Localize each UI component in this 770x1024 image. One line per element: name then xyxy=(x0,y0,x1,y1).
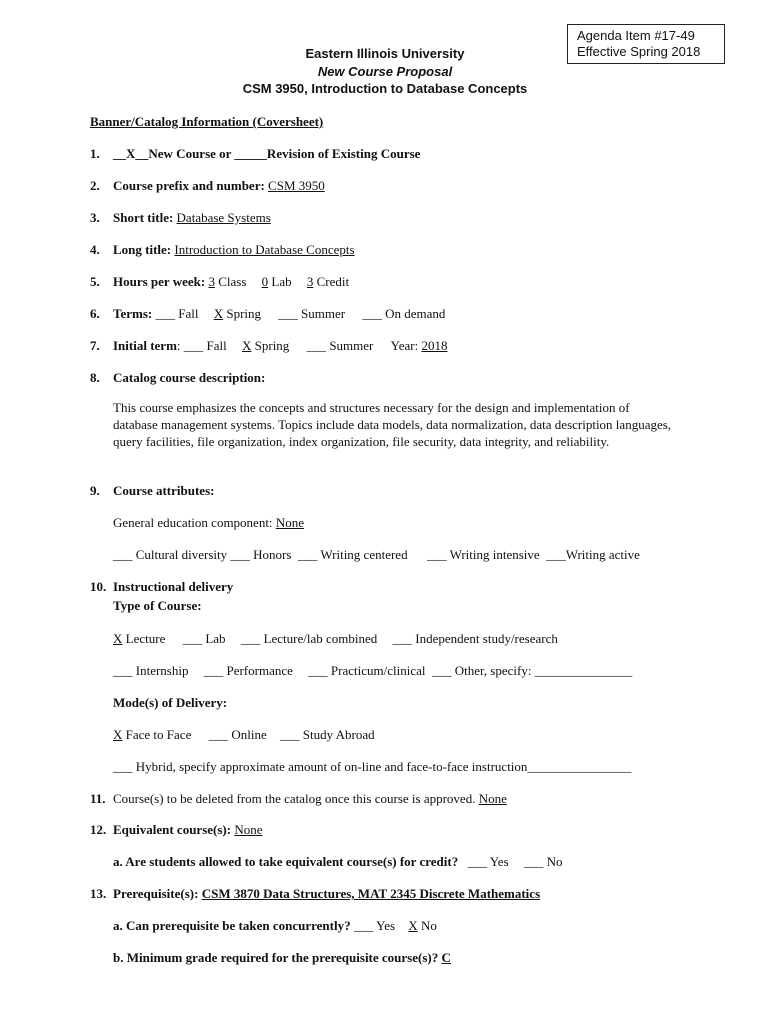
modes-of-delivery-label: Mode(s) of Delivery: xyxy=(113,695,228,710)
item-12-label: Equivalent course(s): xyxy=(113,822,232,837)
section-title: Banner/Catalog Information (Coversheet) xyxy=(90,114,324,129)
item-11-text: Course(s) to be deleted from the catalog once this course is approved. xyxy=(113,791,479,806)
term-summer: ___ Summer xyxy=(278,306,346,321)
study-abroad-option: ___ Study Abroad xyxy=(279,727,375,742)
initial-fall: : ___ Fall xyxy=(176,338,227,353)
delivery-line xyxy=(113,726,375,743)
item-number: 6. xyxy=(90,306,100,321)
type-of-course-label: Type of Course: xyxy=(113,598,202,613)
internship-option: ___ Internship xyxy=(113,663,189,678)
minimum-grade-value: C xyxy=(441,950,451,965)
course-heading: CSM 3950, Introduction to Database Concepts xyxy=(242,81,528,96)
item-2-label: Course prefix and number: xyxy=(113,178,265,193)
term-spring-mark: X xyxy=(213,306,224,321)
item-12a-question: a. Are students allowed to take equivalent course(s) for credit? xyxy=(113,854,459,869)
lab-hours-label: Lab xyxy=(268,274,292,289)
attributes-line: ___ Cultural diversity ___ Honors ___ Writing centered ___ Writing intensive ___Writing active xyxy=(113,547,640,562)
gen-ed-label: General education component: xyxy=(113,515,276,530)
class-hours-label: Class xyxy=(214,274,247,289)
performance-option: ___ Performance xyxy=(203,663,293,678)
item-number: 11. xyxy=(90,791,106,806)
item-number: 1. xyxy=(90,146,100,161)
online-option: ___ Online xyxy=(208,727,267,742)
item-6 xyxy=(90,305,445,322)
item-11 xyxy=(90,790,507,807)
term-fall: ___ Fall xyxy=(155,306,199,321)
agenda-item-number: Agenda Item #17-49 xyxy=(577,28,695,43)
face-to-face-mark: X xyxy=(113,727,123,742)
university-name: Eastern Illinois University xyxy=(305,46,465,61)
course-type-line-1 xyxy=(113,630,558,647)
item-5 xyxy=(90,273,349,290)
item-13-label: Prerequisite(s): xyxy=(113,886,199,901)
class-hours-value: 3 xyxy=(208,274,215,289)
item-13b-question: b. Minimum grade required for the prerequisite course(s)? xyxy=(113,950,439,965)
item-7-label: Initial term xyxy=(113,338,177,353)
equivalent-courses-value: None xyxy=(234,822,263,837)
item-number: 13. xyxy=(90,886,107,901)
item-12 xyxy=(90,821,263,838)
agenda-effective-term: Effective Spring 2018 xyxy=(577,44,701,59)
initial-spring-mark: X xyxy=(242,338,252,353)
course-prefix-value: CSM 3950 xyxy=(268,178,325,193)
lecture-lab-option: ___ Lecture/lab combined xyxy=(240,631,378,646)
initial-year-value: 2018 xyxy=(421,338,448,353)
item-1 xyxy=(90,145,420,162)
item-9 xyxy=(90,482,214,499)
item-12a-no: ___ No xyxy=(523,854,563,869)
item-3 xyxy=(90,209,271,226)
practicum-other-option: ___ Practicum/clinical ___ Other, specify: _______________ xyxy=(308,663,633,678)
lecture-mark: X xyxy=(113,631,123,646)
item-number: 5. xyxy=(90,274,100,289)
gen-ed-value: None xyxy=(275,515,304,530)
lab-hours-value: 0 xyxy=(261,274,269,289)
item-number: 8. xyxy=(90,370,100,385)
item-13 xyxy=(90,885,540,902)
item-6-label: Terms: xyxy=(113,306,153,321)
item-4-label: Long title: xyxy=(113,242,172,257)
credit-hours-label: Credit xyxy=(313,274,350,289)
independent-study-option: ___ Independent study/research xyxy=(392,631,558,646)
item-2 xyxy=(90,177,325,194)
item-13a-no-mark: X xyxy=(408,918,418,933)
item-7 xyxy=(90,337,447,354)
hybrid-line: ___ Hybrid, specify approximate amount of on-line and face-to-face instruction________________ xyxy=(113,759,632,774)
initial-summer: ___ Summer xyxy=(306,338,374,353)
item-13b xyxy=(113,949,451,966)
item-12a-yes: ___ Yes xyxy=(467,854,509,869)
item-number: 4. xyxy=(90,242,100,257)
item-number: 10. xyxy=(90,579,107,594)
item-number: 7. xyxy=(90,338,100,353)
term-on-demand: ___ On demand xyxy=(362,306,446,321)
item-8-label: Catalog course description: xyxy=(113,370,266,385)
item-13a xyxy=(113,917,437,934)
item-13a-no: No xyxy=(417,918,437,933)
gen-ed-line xyxy=(113,514,304,531)
item-number: 3. xyxy=(90,210,100,225)
item-number: 2. xyxy=(90,178,100,193)
item-3-label: Short title: xyxy=(113,210,174,225)
item-10-label: Instructional delivery xyxy=(113,579,234,594)
initial-year-label: Year: xyxy=(390,338,422,353)
credit-hours-value: 3 xyxy=(306,274,314,289)
item-5-label: Hours per week: xyxy=(113,274,206,289)
term-spring: Spring xyxy=(223,306,262,321)
item-13a-question: a. Can prerequisite be taken concurrently? xyxy=(113,918,351,933)
long-title-value: Introduction to Database Concepts xyxy=(174,242,355,257)
item-13a-yes: ___ Yes xyxy=(353,918,396,933)
short-title-value: Database Systems xyxy=(176,210,271,225)
item-8 xyxy=(90,369,265,386)
lab-option: ___ Lab xyxy=(182,631,226,646)
initial-spring: Spring xyxy=(251,338,290,353)
item-12a xyxy=(113,853,563,870)
catalog-description: This course emphasizes the concepts and structures necessary for the design and implementation of database management systems. Topics include data models, data normalization, data description languages, query facilities, file organization, index organization, file security, data integrity, and reliability. xyxy=(113,400,672,449)
lecture-option: Lecture xyxy=(122,631,166,646)
deleted-courses-value: None xyxy=(478,791,507,806)
item-4 xyxy=(90,241,355,258)
item-10 xyxy=(90,578,233,595)
item-9-label: Course attributes: xyxy=(113,483,215,498)
item-number: 9. xyxy=(90,483,100,498)
item-number: 12. xyxy=(90,822,107,837)
prerequisites-value: CSM 3870 Data Structures, MAT 2345 Discrete Mathematics xyxy=(201,886,541,901)
face-to-face-option: Face to Face xyxy=(122,727,192,742)
proposal-title: New Course Proposal xyxy=(317,64,453,79)
item-1-text: __X__New Course or _____Revision of Existing Course xyxy=(113,146,421,161)
course-type-line-2 xyxy=(113,662,632,679)
